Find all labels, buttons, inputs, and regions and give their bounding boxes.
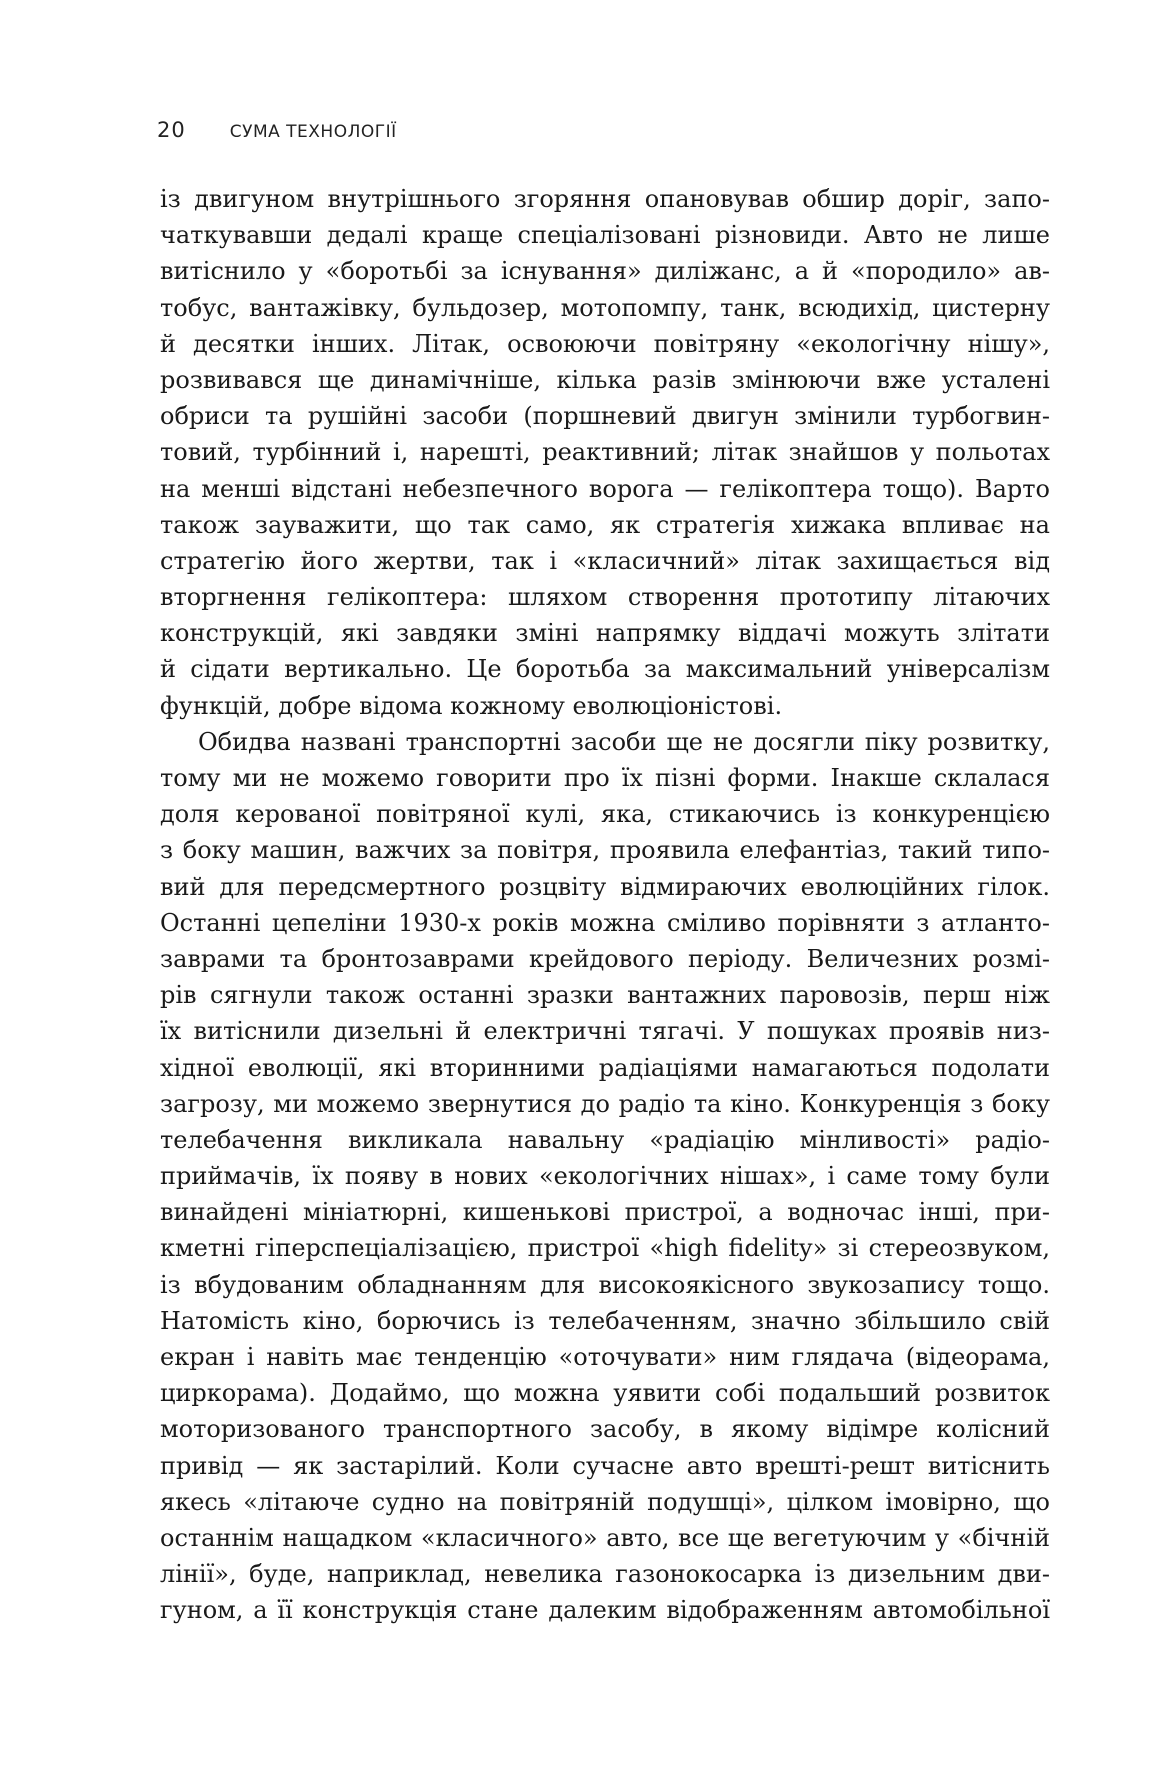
text-line: функцій, добре відома кожному еволюціоністові. <box>160 691 783 720</box>
text-line: Останні цепеліни 1930-х років можна сміливо порівняти з атланто- <box>160 908 1050 937</box>
text-line: лінії», буде, наприклад, невелика газонокосарка із дизельним дви- <box>160 1560 1050 1589</box>
text-line: товий, турбінний і, нарешті, реактивний; літак знайшов у польотах <box>160 438 1050 467</box>
text-line: циркорама). Додаймо, що можна уявити собі подальший розвиток <box>160 1379 1050 1408</box>
text-line: із вбудованим обладнанням для високоякісного звукозапису тощо. <box>160 1270 1050 1299</box>
text-line: розвивався ще динамічніше, кілька разів змінюючи вже усталені <box>160 365 1050 394</box>
text-line: Обидва названі транспортні засоби ще не досягли піку розвитку, <box>198 727 1050 756</box>
text-line: й десятки інших. Літак, освоюючи повітряну «екологічну нішу», <box>160 329 1050 358</box>
text-line: кметні гіперспеціалізацією, пристрої «high fidelity» зі стереозвуком, <box>160 1234 1050 1263</box>
text-line: тобус, вантажівку, бульдозер, мотопомпу, танк, всюдихід, цистерну <box>160 293 1050 322</box>
page-header <box>157 118 397 146</box>
text-line: із двигуном внутрішнього згоряння опановував обшир доріг, запо- <box>160 185 1050 213</box>
text-line: обриси та рушійні засоби (поршневий двигун змінили турбогвин- <box>160 402 1050 431</box>
text-line: стратегію його жертви, так і «класичний» літак захищається від <box>160 546 1050 575</box>
text-line: винайдені мініатюрні, кишенькові пристрої, а водночас інші, при- <box>160 1198 1050 1227</box>
text-line: заврами та бронтозаврами крейдового періоду. Величезних розмі- <box>160 944 1050 973</box>
text-line: загрозу, ми можемо звернутися до радіо та кіно. Конкуренція з боку <box>160 1089 1050 1118</box>
text-line: також зауважити, що так само, як стратегія хижака впливає на <box>160 510 1050 539</box>
text-line: з боку машин, важчих за повітря, проявила елефантіаз, такий типо- <box>160 836 1050 865</box>
text-line: вторгнення гелікоптера: шляхом створення прототипу літаючих <box>160 583 1050 612</box>
text-line: хідної еволюції, які вторинними радіаціями намагаються подолати <box>160 1053 1050 1082</box>
text-line: доля керованої повітряної кулі, яка, стикаючись із конкуренцією <box>160 800 1050 829</box>
text-line: моторизованого транспортного засобу, в якому відімре колісний <box>160 1415 1050 1444</box>
paragraph <box>160 724 1050 1629</box>
running-title: СУМА ТЕХНОЛОГІЇ <box>229 122 397 142</box>
text-line: останнім нащадком «класичного» авто, все ще вегетуючим у «бічній <box>160 1523 1050 1552</box>
text-line: екран і навіть має тенденцію «оточувати» ним глядача (відеорама, <box>160 1343 1050 1371</box>
body-text <box>160 181 1050 1629</box>
text-line: якесь «літаюче судно на повітряній подушці», цілком імовірно, що <box>160 1487 1050 1516</box>
text-line: телебачення викликала навальну «радіацію мінливості» радіо- <box>160 1125 1050 1154</box>
text-line: тому ми не можемо говорити про їх пізні форми. Інакше склалася <box>160 764 1050 792</box>
text-line: чаткувавши дедалі краще спеціалізовані різновиди. Авто не лише <box>160 221 1050 250</box>
text-line: Натомість кіно, борючись із телебаченням, значно збільшило свій <box>160 1306 1050 1335</box>
text-line: привід — як застарілий. Коли сучасне авто врешті-решт витіснить <box>160 1451 1050 1480</box>
text-line: витіснило у «боротьбі за існування» диліжанс, а й «породило» ав- <box>160 257 1050 286</box>
paragraph <box>160 181 1050 724</box>
text-line: гуном, а її конструкція стане далеким відображенням автомобільної <box>160 1596 1050 1625</box>
text-line: їх витіснили дизельні й електричні тягачі. У пошуках проявів низ- <box>160 1017 1050 1046</box>
text-line: приймачів, їх появу в нових «екологічних нішах», і саме тому були <box>160 1162 1050 1191</box>
text-line: рів сягнули також останні зразки вантажних паровозів, перш ніж <box>160 981 1050 1010</box>
page-number: 20 <box>157 118 186 142</box>
text-line: конструкцій, які завдяки зміні напрямку віддачі можуть злітати <box>160 619 1050 648</box>
text-line: й сідати вертикально. Це боротьба за максимальний універсалізм <box>160 655 1050 684</box>
text-line: на менші відстані небезпечного ворога — гелікоптера тощо). Варто <box>160 474 1050 503</box>
text-line: вий для передсмертного розцвіту відмираючих еволюційних гілок. <box>160 872 1050 901</box>
